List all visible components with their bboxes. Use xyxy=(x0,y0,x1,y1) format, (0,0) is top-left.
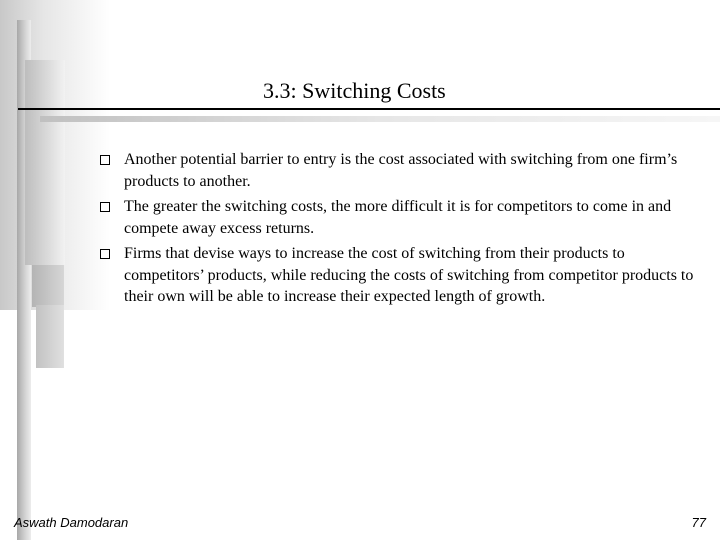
decorative-bar xyxy=(25,60,65,265)
decorative-bar xyxy=(36,305,64,368)
hollow-square-icon xyxy=(100,155,110,165)
decorative-bar xyxy=(32,265,64,307)
title-divider xyxy=(18,108,720,110)
footer-author: Aswath Damodaran xyxy=(14,515,129,530)
bullet-list xyxy=(96,149,696,312)
page-number: 77 xyxy=(691,515,706,530)
decorative-bar xyxy=(40,116,720,122)
hollow-square-icon xyxy=(100,249,110,259)
bullet-item xyxy=(96,243,696,308)
bullet-text: Firms that devise ways to increase the cost of switching from their products to competitors’ products, while reducing the costs of switching from competitor products to their own will be able to increase their expected length of growth. xyxy=(124,245,694,305)
bullet-item xyxy=(96,196,696,239)
hollow-square-icon xyxy=(100,202,110,212)
slide-title: 3.3: Switching Costs xyxy=(263,78,446,103)
bullet-text: The greater the switching costs, the more difficult it is for competitors to come in and compete away excess returns. xyxy=(124,198,672,237)
bullet-text: Another potential barrier to entry is the cost associated with switching from one firm’s products to another. xyxy=(124,151,678,190)
bullet-item xyxy=(96,149,696,192)
